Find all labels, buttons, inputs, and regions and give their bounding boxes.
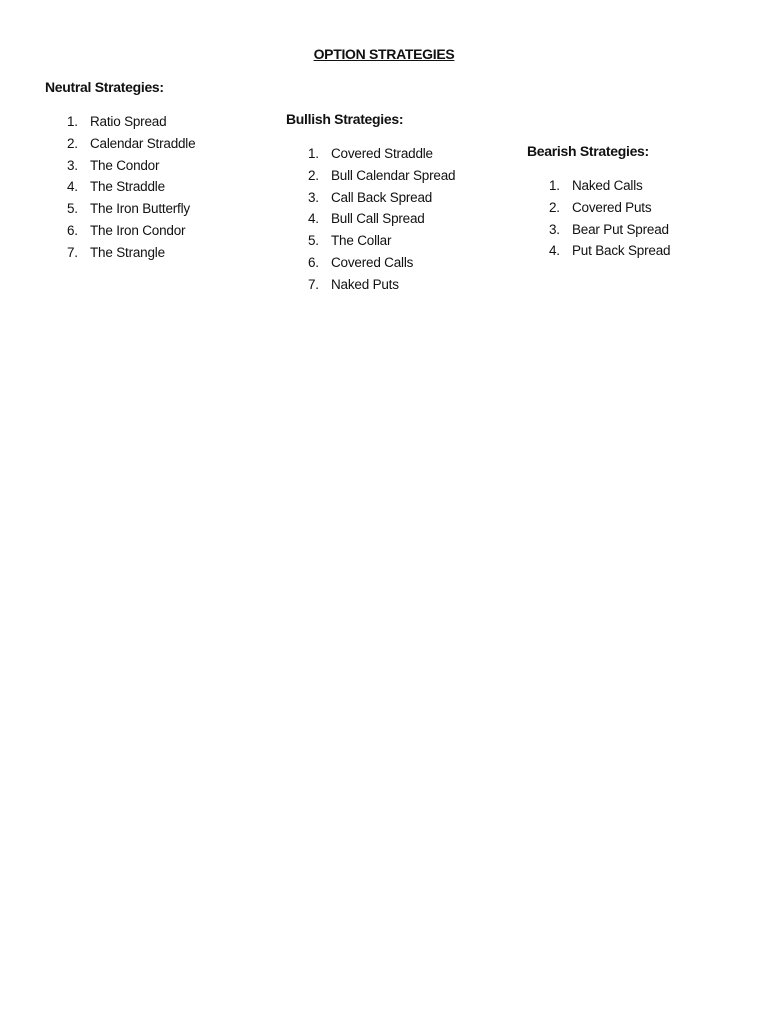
list-item-number: 1.: [308, 146, 319, 161]
strategy-list-item: [45, 155, 285, 177]
strategy-list-item: [286, 274, 526, 296]
list-item-label: Bull Call Spread: [331, 211, 425, 227]
list-item-number: 3.: [67, 157, 78, 173]
strategy-list-item: [45, 176, 285, 198]
list-item-label: The Iron Butterfly: [90, 201, 190, 217]
neutral-strategies-section: [45, 78, 285, 264]
strategy-list-item: [286, 165, 526, 187]
list-item-number: 5.: [308, 233, 319, 249]
list-item-label: Covered Straddle: [331, 146, 433, 161]
list-item-label: Naked Calls: [572, 178, 643, 193]
list-item-label: Bull Calendar Spread: [331, 167, 456, 183]
strategy-list-item: [527, 240, 767, 262]
list-item-number: 4.: [308, 211, 319, 227]
section-heading-neutral: Neutral Strategies:: [45, 79, 164, 95]
list-item-label: Ratio Spread: [90, 114, 167, 129]
list-item-number: 2.: [67, 135, 78, 151]
list-item-number: 7.: [308, 276, 319, 292]
list-item-number: 4.: [549, 243, 560, 259]
list-item-label: Naked Puts: [331, 276, 399, 292]
strategy-list-item: [45, 242, 285, 264]
list-item-number: 6.: [67, 222, 78, 238]
page-title: OPTION STRATEGIES: [313, 46, 455, 62]
list-item-number: 5.: [67, 201, 78, 217]
list-item-label: The Collar: [331, 233, 392, 249]
list-item-label: The Condor: [90, 157, 160, 173]
neutral-strategies-list: [45, 111, 285, 264]
bullish-strategies-section: [286, 110, 526, 296]
strategy-list-item: [527, 175, 767, 197]
strategy-list-item: [286, 208, 526, 230]
strategy-list-item: [286, 252, 526, 274]
list-item-label: The Iron Condor: [90, 222, 186, 238]
list-item-number: 3.: [549, 221, 560, 237]
strategy-list-item: [527, 197, 767, 219]
strategy-list-item: [286, 230, 526, 252]
strategy-list-item: [45, 111, 285, 133]
section-heading-bullish: Bullish Strategies:: [286, 111, 404, 127]
list-item-label: Bear Put Spread: [572, 221, 669, 237]
strategy-list-item: [286, 143, 526, 165]
bullish-strategies-list: [286, 143, 526, 296]
list-item-label: The Strangle: [90, 244, 165, 260]
section-heading-bearish: Bearish Strategies:: [527, 143, 649, 159]
bearish-strategies-list: [527, 175, 767, 262]
list-item-number: 3.: [308, 189, 319, 205]
list-item-number: 2.: [308, 167, 319, 183]
strategy-list-item: [286, 187, 526, 209]
strategy-list-item: [45, 133, 285, 155]
list-item-number: 1.: [67, 114, 78, 129]
list-item-number: 7.: [67, 244, 78, 260]
list-item-label: Covered Calls: [331, 254, 414, 270]
strategy-list-item: [527, 219, 767, 241]
list-item-number: 4.: [67, 179, 78, 195]
list-item-label: Covered Puts: [572, 199, 652, 215]
list-item-number: 6.: [308, 254, 319, 270]
strategy-list-item: [45, 198, 285, 220]
list-item-label: Call Back Spread: [331, 189, 433, 205]
list-item-label: Put Back Spread: [572, 243, 671, 259]
list-item-label: The Straddle: [90, 179, 165, 195]
list-item-label: Calendar Straddle: [90, 135, 196, 151]
bearish-strategies-section: [527, 142, 767, 262]
strategy-list-item: [45, 220, 285, 242]
list-item-number: 1.: [549, 178, 560, 193]
list-item-number: 2.: [549, 199, 560, 215]
